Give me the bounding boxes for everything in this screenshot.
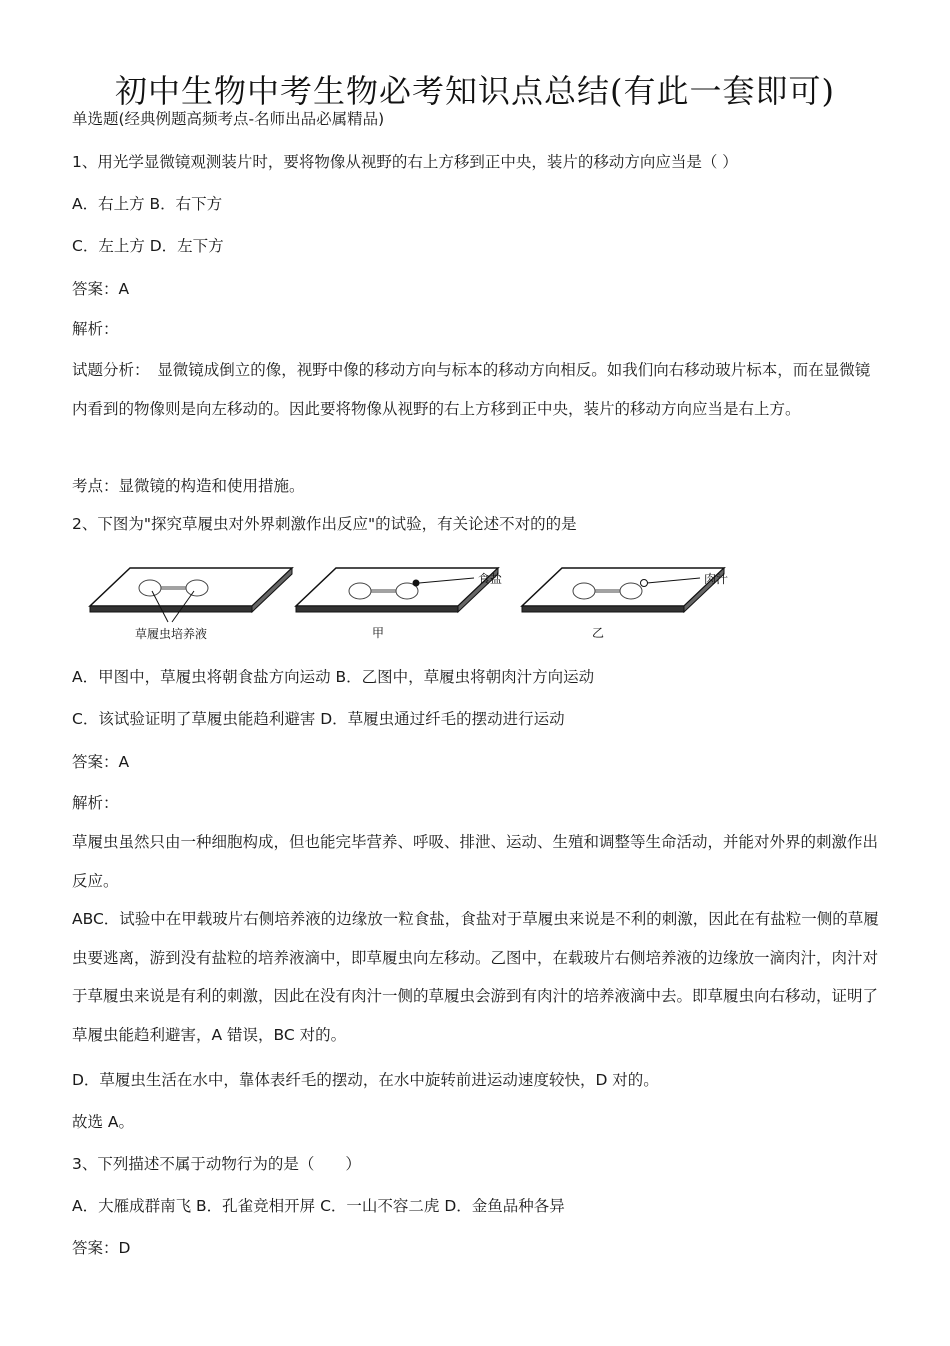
q2-answer: 答案：A	[72, 753, 130, 771]
document-subtitle: 单选题(经典例题高频考点-名师出品必属精品)	[72, 110, 385, 128]
label-salt: 食盐	[478, 572, 503, 586]
q2-conclusion: 故选 A。	[72, 1113, 135, 1131]
slide-yi	[522, 568, 728, 640]
label-jia: 甲	[372, 626, 385, 640]
q2-options-ab: A．甲图中，草履虫将朝食盐方向运动 B．乙图中，草履虫将朝肉汁方向运动	[72, 668, 595, 686]
salt-grain	[413, 580, 420, 587]
q2-analysis-1: 草履虫虽然只由一种细胞构成，但也能完毕营养、呼吸、排泄、运动、生殖和调整等生命活动，并能对外界的刺激作出反应。	[72, 833, 879, 890]
q2-analysis-label: 解析：	[72, 794, 119, 812]
q2-options-cd: C．该试验证明了草履虫能趋利避害 D．草履虫通过纤毛的摆动进行运动	[72, 710, 565, 728]
document-title: 初中生物中考生物必考知识点总结(有此一套即可)	[115, 72, 835, 110]
q3-options: A．大雁成群南飞 B．孔雀竞相开屏 C．一山不容二虎 D．金鱼品种各异	[72, 1197, 565, 1215]
slide-culture	[90, 568, 292, 641]
label-meat: 肉汁	[704, 572, 729, 586]
label-culture: 草履虫培养液	[135, 627, 208, 641]
q1-analysis: 试题分析： 显微镜成倒立的像，视野中像的移动方向与标本的移动方向相反。如我们向右移动玻片标本，而在显微镜内看到的物像则是向左移动的。因此要将物像从视野的右上方移到正中央，装片的移动方向应当是右上方。	[72, 361, 871, 418]
paramecium-experiment-figure	[80, 556, 780, 646]
slide-jia	[296, 568, 502, 640]
label-yi: 乙	[592, 626, 605, 640]
q2-analysis-3: D．草履虫生活在水中，靠体表纤毛的摆动，在水中旋转前进运动速度较快，D 对的。	[72, 1071, 659, 1089]
q1-kaodian: 考点：显微镜的构造和使用措施。	[72, 477, 305, 495]
q2-question: 2、下图为"探究草履虫对外界刺激作出反应"的试验，有关论述不对的的是	[72, 515, 577, 533]
q3-answer: 答案：D	[72, 1239, 131, 1257]
q1-options-cd: C．左上方 D．左下方	[72, 237, 224, 255]
meat-juice-drop	[641, 580, 648, 587]
q1-answer: 答案：A	[72, 280, 130, 298]
q1-options-ab: A．右上方 B．右下方	[72, 195, 223, 213]
q3-question: 3、下列描述不属于动物行为的是（ ）	[72, 1155, 361, 1173]
q1-question: 1、用光学显微镜观测装片时，要将物像从视野的右上方移到正中央，装片的移动方向应当是（ ）	[72, 153, 738, 171]
q1-analysis-label: 解析：	[72, 320, 119, 338]
q2-analysis-2: ABC．试验中在甲载玻片右侧培养液的边缘放一粒食盐，食盐对于草履虫来说是不利的刺激，因此在有盐粒一侧的草履虫要逃离，游到没有盐粒的培养液滴中，即草履虫向左移动。乙图中，在载玻片右侧培养液的边缘放一滴肉汁，肉汁对于草履虫来说是有利的刺激，因此在没有肉汁一侧的草履虫会游到有肉汁的培养液滴中去。即草履虫向右移动，证明了草履虫能趋利避害，A 错误，BC 对的。	[72, 910, 879, 1044]
